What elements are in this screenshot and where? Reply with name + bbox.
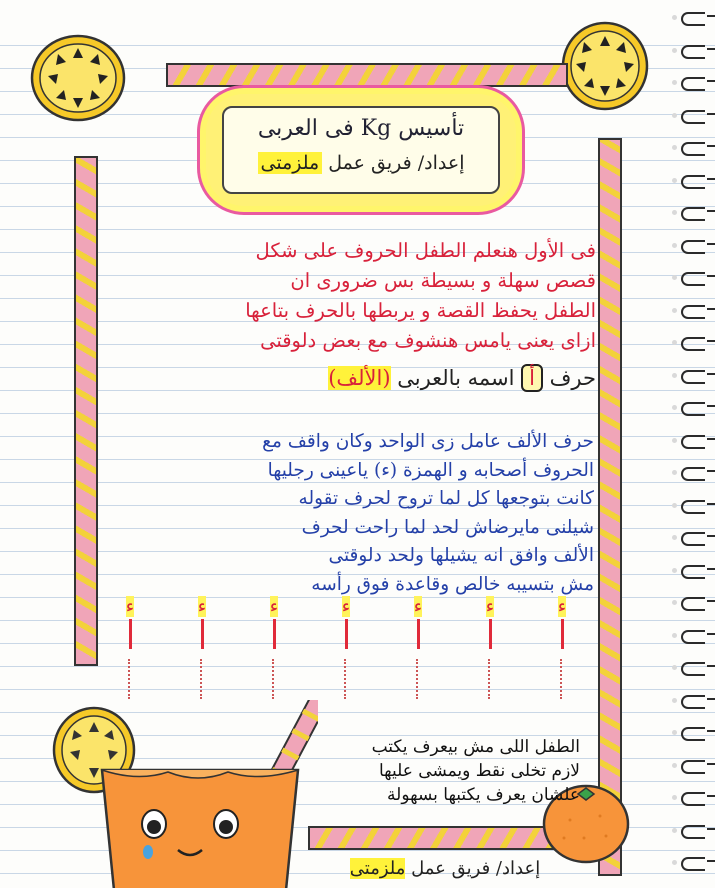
practice-letter xyxy=(190,596,214,699)
hamza-glyph: ء xyxy=(197,596,207,617)
dotted-trace-guide xyxy=(560,659,564,699)
punch-hole xyxy=(672,860,677,865)
punch-hole xyxy=(672,113,677,118)
dotted-trace-guide xyxy=(344,659,348,699)
spiral-ring xyxy=(681,467,705,481)
story-line: حرف الألف عامل زى الواحد وكان واقف مع xyxy=(262,431,594,452)
punch-hole xyxy=(672,178,677,183)
spiral-ring xyxy=(681,727,705,741)
page-subtitle: إعداد/ فريق عمل ملزمتى xyxy=(226,152,496,174)
dotted-trace-guide xyxy=(272,659,276,699)
punch-hole xyxy=(672,308,677,313)
spiral-ring xyxy=(681,142,705,156)
punch-hole xyxy=(672,665,677,670)
punch-hole xyxy=(672,730,677,735)
spiral-ring xyxy=(681,45,705,59)
dotted-trace-guide xyxy=(200,659,204,699)
alef-stroke xyxy=(561,619,564,649)
alef-stroke xyxy=(417,619,420,649)
intro-line: قصص سهلة و بسيطة بس ضرورى ان xyxy=(290,269,596,292)
punch-hole xyxy=(672,568,677,573)
letter-name: (الألف) xyxy=(328,366,391,390)
story-line: كانت بتوجعها كل لما تروح لحرف تقوله xyxy=(298,488,594,509)
practice-letter xyxy=(478,596,502,699)
spiral-ring xyxy=(681,435,705,449)
story-line: الحروف أصحابه و الهمزة (ء) ياعينى رجليها xyxy=(267,459,594,481)
intro-line: الطفل يحفظ القصة و يربطها بالحرف بتاعها xyxy=(245,299,596,322)
hamza-glyph: ء xyxy=(269,596,279,617)
punch-hole xyxy=(672,48,677,53)
left-straw-border xyxy=(74,156,98,666)
punch-hole xyxy=(672,275,677,280)
spiral-ring xyxy=(681,565,705,579)
spiral-ring xyxy=(681,630,705,644)
page-title: تأسيس Kg فى العربى xyxy=(257,116,465,141)
spiral-ring xyxy=(681,662,705,676)
punch-hole xyxy=(672,15,677,20)
tracing-note xyxy=(296,735,580,807)
spiral-ring xyxy=(681,402,705,416)
intro-line: فى الأول هنعلم الطفل الحروف على شكل xyxy=(255,239,596,262)
spiral-ring xyxy=(681,337,705,351)
hamza-glyph: ء xyxy=(413,596,423,617)
juice-glass-illustration xyxy=(48,700,318,888)
punch-hole xyxy=(672,243,677,248)
punch-hole xyxy=(672,340,677,345)
note-line: الطفل اللى مش بيعرف يكتب xyxy=(371,737,580,757)
right-straw-border xyxy=(598,138,622,876)
practice-letter xyxy=(334,596,358,699)
punch-hole xyxy=(672,145,677,150)
punch-hole xyxy=(672,600,677,605)
practice-letter xyxy=(118,596,142,699)
spiral-ring xyxy=(681,500,705,514)
punch-hole xyxy=(672,210,677,215)
practice-letter xyxy=(406,596,430,699)
orange-slice-icon xyxy=(28,32,128,124)
note-line: لازم تخلى نقط ويمشى عليها xyxy=(378,761,580,781)
hamza-glyph: ء xyxy=(125,596,135,617)
spiral-binding xyxy=(667,0,715,888)
alef-stroke xyxy=(129,619,132,649)
spiral-ring xyxy=(681,597,705,611)
top-straw-border xyxy=(166,63,568,87)
hamza-glyph: ء xyxy=(341,596,351,617)
spiral-ring xyxy=(681,370,705,384)
practice-letter xyxy=(262,596,286,699)
punch-hole xyxy=(672,763,677,768)
story-line: الألف وافق انه يشيلها ولحد دلوقتى xyxy=(328,545,594,566)
dotted-trace-guide xyxy=(416,659,420,699)
punch-hole xyxy=(672,795,677,800)
punch-hole xyxy=(672,438,677,443)
intro-paragraph xyxy=(130,236,596,356)
punch-hole xyxy=(672,405,677,410)
punch-hole xyxy=(672,80,677,85)
hamza-glyph: ء xyxy=(485,596,495,617)
punch-hole xyxy=(672,470,677,475)
intro-line: ازاى يعنى يامس هنشوف مع بعض دلوقتى xyxy=(260,329,596,352)
letter-alef: أ xyxy=(521,364,543,392)
punch-hole xyxy=(672,373,677,378)
spiral-ring xyxy=(681,825,705,839)
spiral-ring xyxy=(681,532,705,546)
spiral-ring xyxy=(681,857,705,871)
practice-row xyxy=(112,596,582,696)
spiral-ring xyxy=(681,12,705,26)
spiral-ring xyxy=(681,305,705,319)
practice-letter xyxy=(550,596,574,699)
orange-slice-icon xyxy=(560,20,650,112)
alef-stroke xyxy=(201,619,204,649)
hamza-glyph: ء xyxy=(557,596,567,617)
spiral-ring xyxy=(681,77,705,91)
punch-hole xyxy=(672,698,677,703)
dotted-trace-guide xyxy=(488,659,492,699)
spiral-ring xyxy=(681,272,705,286)
letter-heading: حرف أ اسمه بالعربى (الألف) xyxy=(328,366,596,390)
spiral-ring xyxy=(681,792,705,806)
footer-brand: ملزمتى xyxy=(349,858,406,879)
title-box xyxy=(206,94,516,206)
spiral-ring xyxy=(681,240,705,254)
brand-name: ملزمتى xyxy=(258,152,323,174)
note-line: علشان يعرف يكتبها بسهولة xyxy=(387,785,580,805)
spiral-ring xyxy=(681,110,705,124)
punch-hole xyxy=(672,535,677,540)
spiral-ring xyxy=(681,207,705,221)
story-paragraph xyxy=(118,428,594,599)
alef-stroke xyxy=(345,619,348,649)
punch-hole xyxy=(672,503,677,508)
spiral-ring xyxy=(681,695,705,709)
spiral-ring xyxy=(681,760,705,774)
punch-hole xyxy=(672,633,677,638)
story-line: مش بتسيبه خالص وقاعدة فوق رأسه xyxy=(311,573,594,595)
alef-stroke xyxy=(273,619,276,649)
punch-hole xyxy=(672,828,677,833)
alef-stroke xyxy=(489,619,492,649)
dotted-trace-guide xyxy=(128,659,132,699)
story-line: شيلنى مايرضاش لحد لما راحت لحرف xyxy=(301,516,594,538)
spiral-ring xyxy=(681,175,705,189)
footer-credit: إعداد/ فريق عمل ملزمتى xyxy=(349,858,541,879)
